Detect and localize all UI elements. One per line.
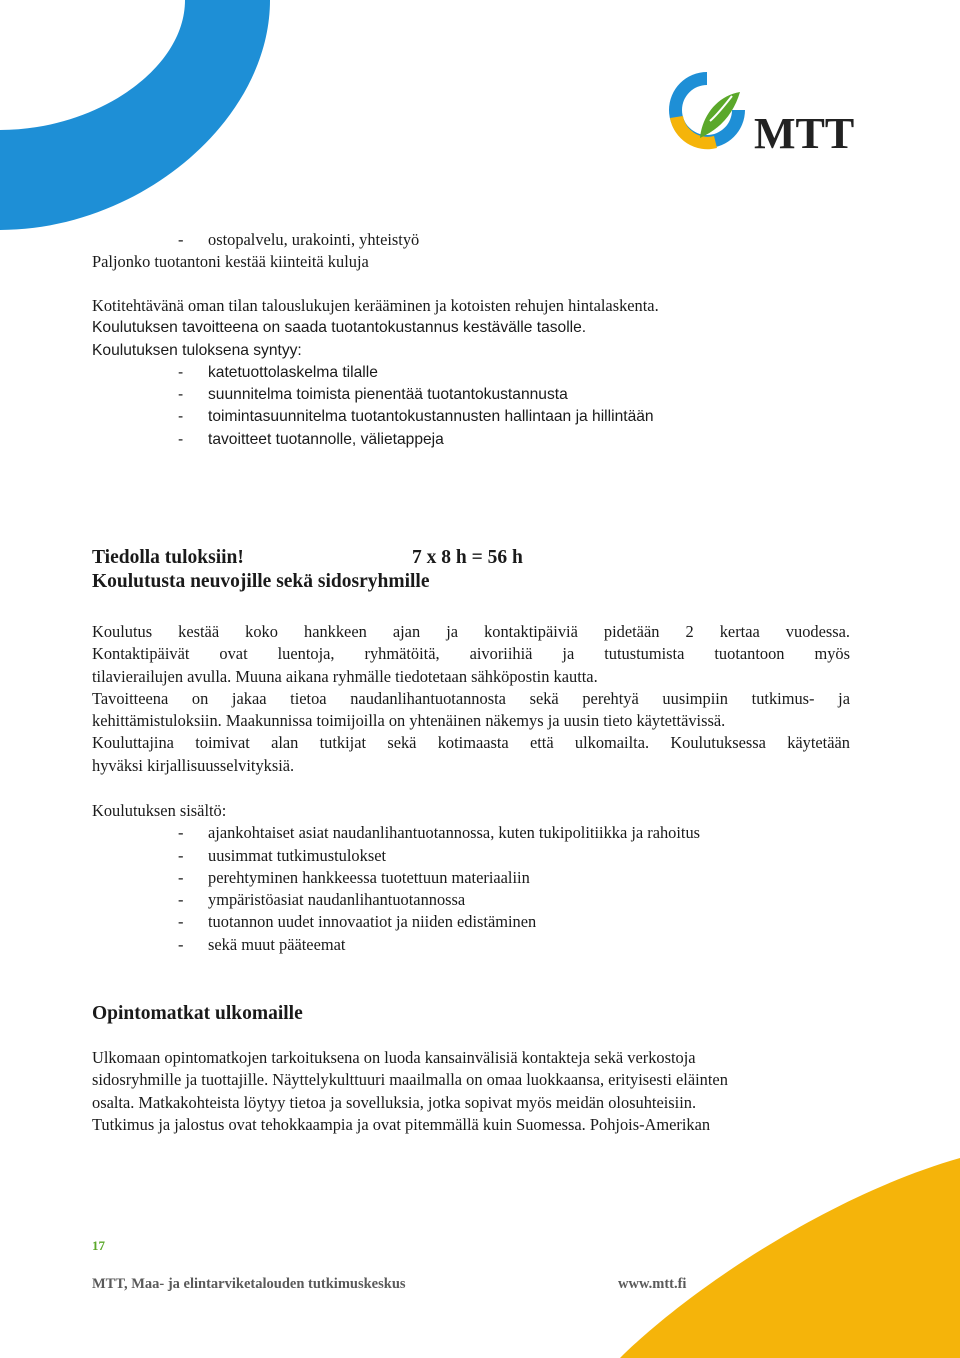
list-item: - uusimmat tutkimustulokset [178,845,387,865]
section-heading [92,546,850,570]
list-item: - perehtyminen hankkeessa tuotettuun materiaaliin [178,867,530,887]
paragraph-line: osalta. Matkakohteista löytyy tietoa ja sovelluksia, jotka sopivat myös meidän olosuhteisiin. [92,1092,697,1112]
results-intro: Koulutuksen tuloksena syntyy: [92,341,302,359]
page-number: 17 [92,1238,105,1253]
corner-arc-decoration-yellow [620,1158,960,1358]
homework-text: Kotitehtävänä oman tilan talouslukujen kerääminen ja kotoisten rehujen hintalaskenta. [92,296,659,315]
list-item: - toimintasuunnitelma tuotantokustannusten hallintaan ja hillintään [178,408,654,426]
paragraph-line: sidosryhmille ja tuottajille. Näyttelykulttuuri maailmalla on omaa luokkaansa, erityisesti eläinten [92,1070,728,1090]
paragraph-line: Tavoitteena on jakaa tietoa naudanlihantuotannosta sekä perehtyä uusimpiin tutkimus- ja [92,688,850,708]
list-item: - tuotannon uudet innovaatiot ja niiden edistäminen [178,912,537,932]
paragraph-line: Tutkimus ja jalostus ovat tehokkaampia ja ovat pitemmällä kuin Suomessa. Pohjois-Amerikan [92,1114,711,1134]
paragraph-line: Ulkomaan opintomatkojen tarkoituksena on luoda kansainvälisiä kontakteja sekä verkostoja [92,1048,696,1067]
goal-text: Koulutuksen tavoitteena on saada tuotantokustannus kestävälle tasolle. [92,319,587,337]
training-paragraph [92,621,850,777]
training-section [92,546,850,594]
heading-title: Tiedolla tuloksiin! [92,547,244,568]
corner-arc-decoration [0,0,270,230]
mtt-logo [662,66,857,158]
list-item: - ajankohtaiset asiat naudanlihantuotannossa, kuten tukipolitiikka ja rahoitus [178,823,701,843]
intro-block [92,229,850,274]
cost-line: Paljonko tuotantoni kestää kiinteitä kuluja [92,252,369,272]
mtt-logo-mark [662,66,857,158]
homework-block [92,295,850,451]
section-subheading: Koulutusta neuvojille sekä sidosryhmille [92,571,430,592]
list-item: - sekä muut pääteemat [178,934,346,954]
list-item: - ympäristöasiat naudanlihantuotannossa [178,890,466,910]
list-item: - suunnitelma toimista pienentää tuotantokustannusta [178,386,568,404]
section-heading: Opintomatkat ulkomaille [92,1003,303,1024]
paragraph-line: tilavierailujen avulla. Muuna aikana ryhmälle tiedotetaan sähköpostin kautta. [92,666,598,686]
paragraph-line: kehittämistuloksiin. Maakunnissa toimijoilla on yhtenäinen näkemys ja uusin tieto käytettävissä. [92,711,726,731]
list-item: - katetuottolaskelma tilalle [178,363,378,381]
list-item: - ostopalvelu, urakointi, yhteistyö [178,230,420,249]
footer-organization: MTT, Maa- ja elintarviketalouden tutkimuskeskus [92,1276,406,1292]
study-trips-section [92,1002,850,1026]
paragraph-line: Koulutus kestää koko hankkeen ajan ja kontaktipäiviä pidetään 2 kertaa vuodessa. [92,622,850,641]
list-item: - tavoitteet tuotannolle, välietappeja [178,430,444,448]
paragraph-line: hyväksi kirjallisuusselvityksiä. [92,755,295,775]
paragraph-line: Kouluttajina toimivat alan tutkijat sekä kotimaasta että ulkomailta. Koulutuksessa käytetään [92,733,850,753]
hours-label: 7 x 8 h = 56 h [412,547,523,568]
logo-text: MTT [754,109,855,158]
training-content-list [92,800,850,956]
paragraph-line: Kontaktipäivät ovat luentoja, ryhmätöitä, aivoriihiä ja tutustumista tuotantoon myös [92,644,850,664]
study-trips-paragraph [92,1047,850,1136]
list-intro: Koulutuksen sisältö: [92,801,227,820]
footer-url-link[interactable]: www.mtt.fi [618,1276,687,1292]
